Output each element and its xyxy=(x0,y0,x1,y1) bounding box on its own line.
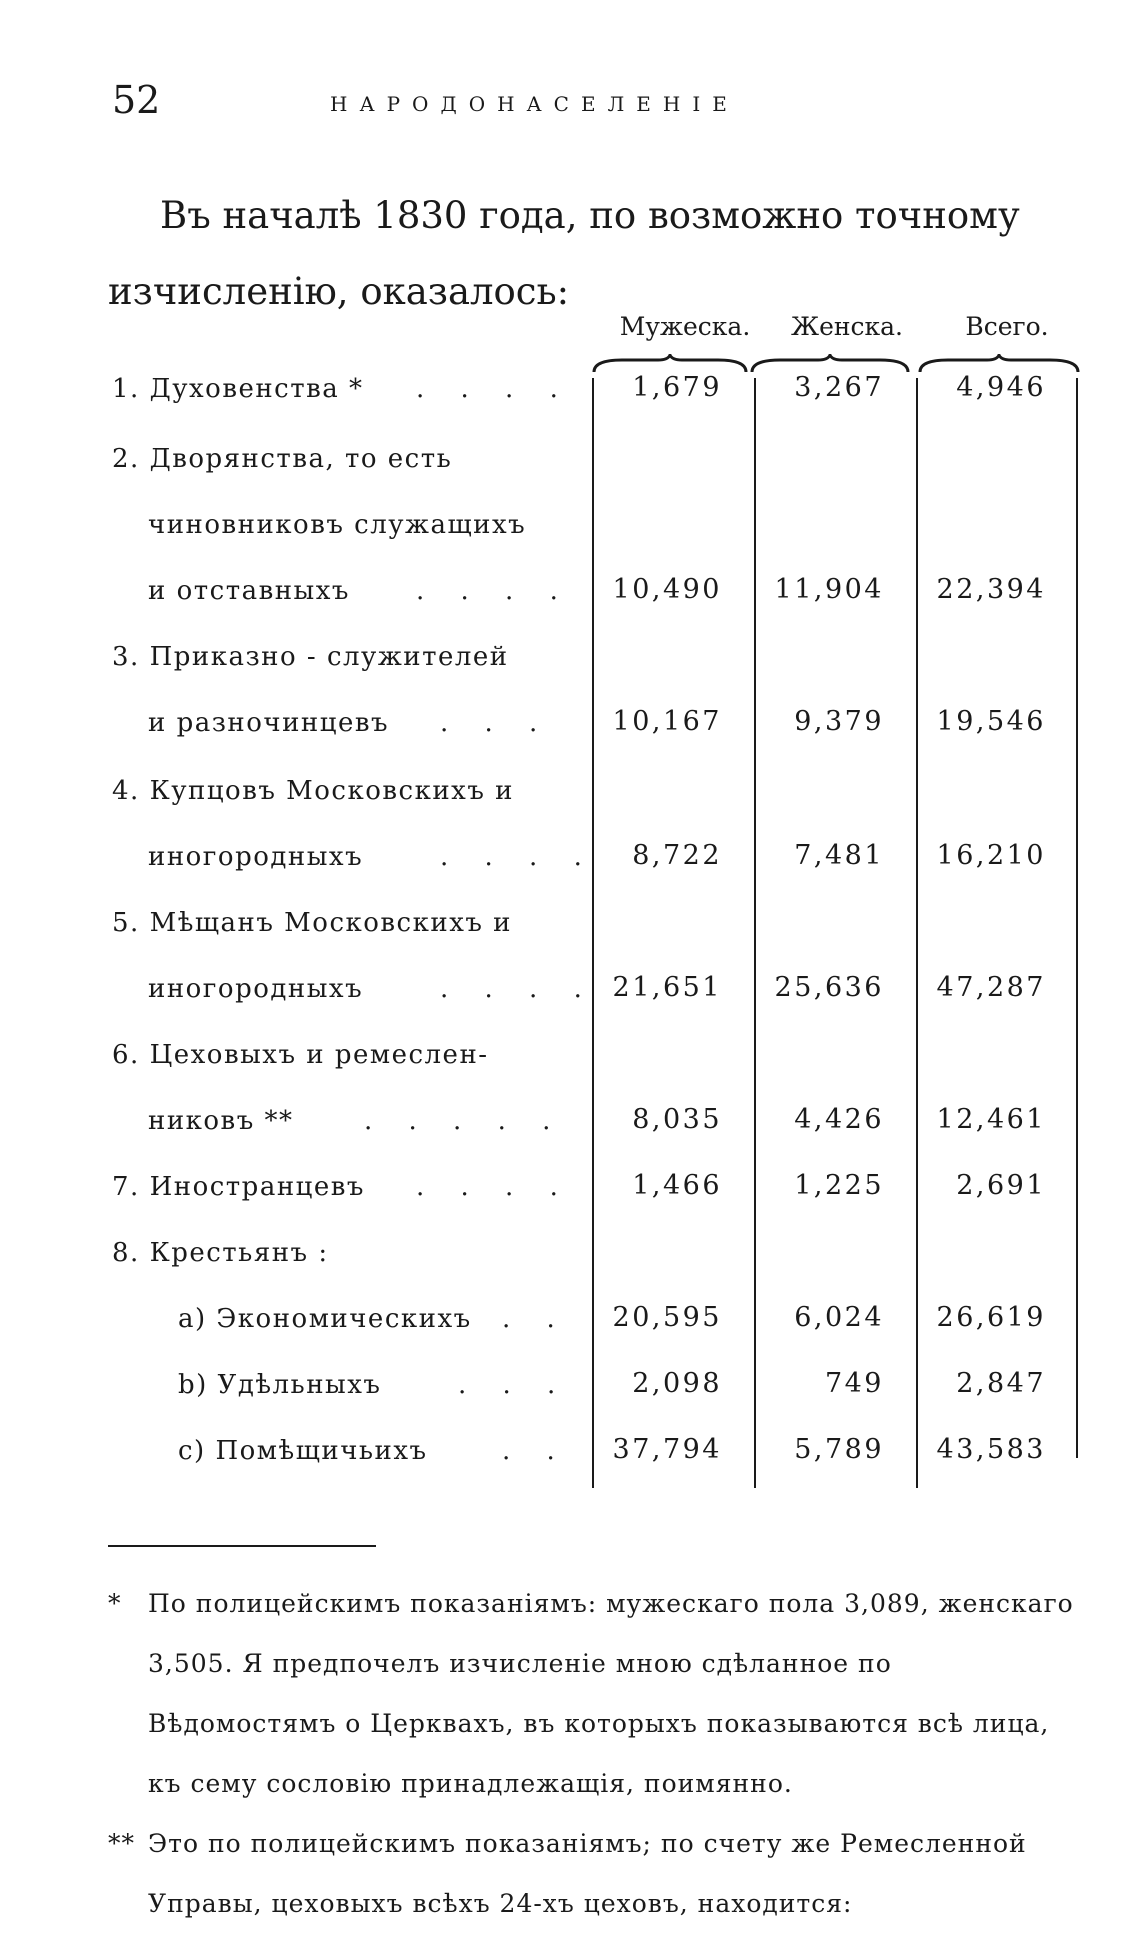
footnote-2-mark: ** xyxy=(108,1829,135,1858)
row-7-female: 1,225 xyxy=(794,1170,884,1201)
row-4-label: 4. Купцовъ Московскихъ и xyxy=(112,776,514,806)
row-2-dots: . . . . xyxy=(416,576,572,606)
intro-paragraph xyxy=(108,178,1088,330)
row-2-label-cont: чиновниковъ служащихъ xyxy=(148,510,527,540)
row-2-total: 22,394 xyxy=(936,574,1046,605)
page-number: 52 xyxy=(112,78,161,122)
row-3-dots: . . . xyxy=(440,708,552,738)
row-6-female: 4,426 xyxy=(794,1104,884,1135)
running-title: НАРОДОНАСЕЛЕНІЕ xyxy=(330,92,739,116)
footnotes xyxy=(108,1574,1080,1934)
footnote-2 xyxy=(108,1814,1080,1934)
row-5-dots: . . . . xyxy=(440,974,596,1004)
row-5-label: 5. Мѣщанъ Московскихъ и xyxy=(112,908,512,938)
row-6-total: 12,461 xyxy=(936,1104,1046,1135)
row-1-dots: . . . . xyxy=(416,374,572,404)
row-2-label-cont2: и отставныхъ xyxy=(148,576,350,606)
footnote-rule xyxy=(108,1545,376,1547)
row-4-male: 8,722 xyxy=(632,840,722,871)
row-3-total: 19,546 xyxy=(936,706,1046,737)
row-8a-total: 26,619 xyxy=(936,1302,1046,1333)
row-4-total: 16,210 xyxy=(936,840,1046,871)
row-7-dots: . . . . xyxy=(416,1172,572,1202)
row-1-male: 1,679 xyxy=(632,372,722,403)
row-8a-male: 20,595 xyxy=(612,1302,722,1333)
row-6-label-cont: никовъ ** xyxy=(148,1106,294,1136)
row-3-label: 3. Приказно - служителей xyxy=(112,642,509,672)
row-5-female: 25,636 xyxy=(774,972,884,1003)
row-6-male: 8,035 xyxy=(632,1104,722,1135)
row-8-label: 8. Крестьянъ : xyxy=(112,1238,329,1268)
row-2-label: 2. Дворянства, то есть xyxy=(112,444,453,474)
row-2-female: 11,904 xyxy=(774,574,884,605)
row-1-label: 1. Духовенства * xyxy=(112,374,364,404)
row-3-female: 9,379 xyxy=(794,706,884,737)
row-8c-dots: . . xyxy=(502,1436,569,1466)
row-6-dots: . . . . . xyxy=(364,1106,565,1136)
row-3-label-cont: и разночинцевъ xyxy=(148,708,390,738)
row-8c-female: 5,789 xyxy=(794,1434,884,1465)
intro-line-2: изчисленію, оказалось: xyxy=(108,270,570,313)
row-8b-label: b) Удѣльныхъ xyxy=(178,1370,382,1400)
row-7-label: 7. Иностранцевъ xyxy=(112,1172,365,1202)
row-4-label-cont: иногородныхъ xyxy=(148,842,364,872)
row-8b-female: 749 xyxy=(824,1368,884,1399)
row-1-female: 3,267 xyxy=(794,372,884,403)
intro-line-1: Въ началѣ 1830 года, по возможно точному xyxy=(160,194,1020,237)
row-1-total: 4,946 xyxy=(956,372,1046,403)
footnote-1 xyxy=(108,1574,1080,1814)
row-7-total: 2,691 xyxy=(956,1170,1046,1201)
row-4-dots: . . . . xyxy=(440,842,596,872)
row-8a-dots: . . xyxy=(502,1304,569,1334)
row-8c-male: 37,794 xyxy=(612,1434,722,1465)
row-8b-male: 2,098 xyxy=(632,1368,722,1399)
column-rule-right xyxy=(1076,378,1078,1458)
row-5-label-cont: иногородныхъ xyxy=(148,974,364,1004)
footnote-1-mark: * xyxy=(108,1589,122,1618)
column-header-female: Женска. xyxy=(790,312,904,341)
row-6-label: 6. Цеховыхъ и ремеслен- xyxy=(112,1040,489,1070)
row-5-male: 21,651 xyxy=(612,972,722,1003)
row-5-total: 47,287 xyxy=(936,972,1046,1003)
row-8a-female: 6,024 xyxy=(794,1302,884,1333)
column-header-total: Всего. xyxy=(965,312,1049,341)
row-2-male: 10,490 xyxy=(612,574,722,605)
footnote-1-text: По полицейскимъ показаніямъ: мужескаго пола 3,089, женскаго 3,505. Я предпочелъ изчисленіе мною сдѣланное по Вѣдомостямъ о Церквахъ, въ которыхъ показываются всѣ лица, къ сему сословію принадлежащія, поимянно. xyxy=(148,1589,1074,1798)
column-header-male: Мужеска. xyxy=(619,312,751,341)
row-7-male: 1,466 xyxy=(632,1170,722,1201)
row-8c-total: 43,583 xyxy=(936,1434,1046,1465)
row-8a-label: a) Экономическихъ xyxy=(178,1304,472,1334)
row-4-female: 7,481 xyxy=(794,840,884,871)
footnote-2-text: Это по полицейскимъ показаніямъ; по счету же Ремесленной Управы, цеховыхъ всѣхъ 24-хъ цеховъ, находится: xyxy=(148,1829,1027,1918)
row-3-male: 10,167 xyxy=(612,706,722,737)
row-8b-total: 2,847 xyxy=(956,1368,1046,1399)
row-8c-label: c) Помѣщичьихъ xyxy=(178,1436,428,1466)
row-8b-dots: . . . xyxy=(458,1370,570,1400)
